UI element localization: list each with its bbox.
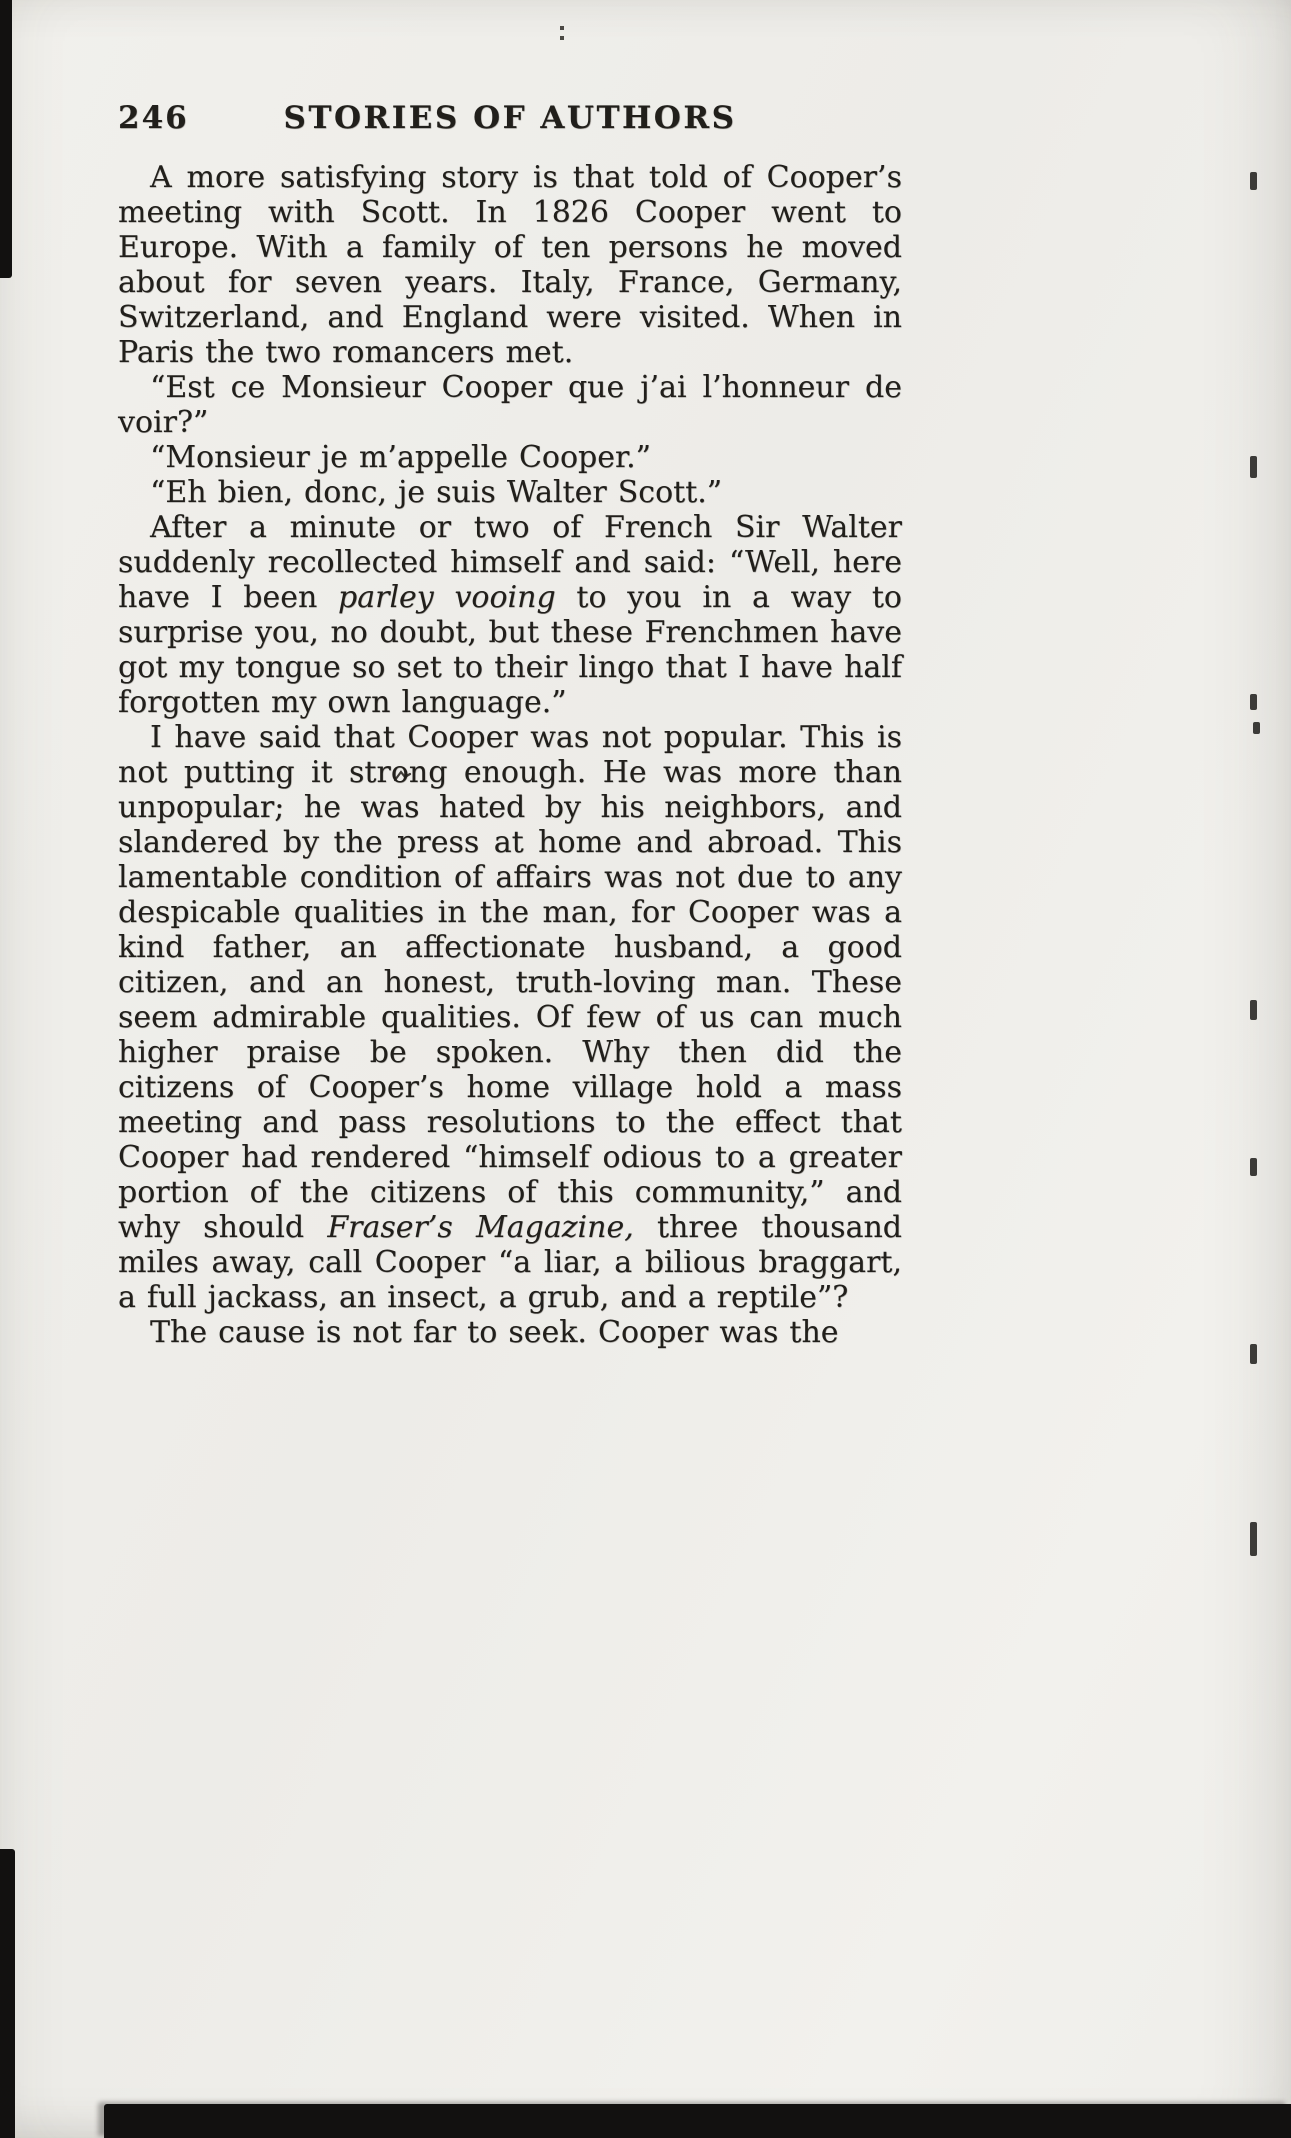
paragraph-text: three thousand miles away, call Cooper “a liar, a bilious braggart, a full jackass, an insect, a grub, and a reptile”? [118, 1210, 902, 1315]
paragraph-text: After a minute or two of French Sir Walter suddenly recollected himself and said: “Well, here have I been [118, 510, 902, 615]
paragraph-text: The cause is not far to seek. Cooper was the [150, 1315, 839, 1350]
paragraph-text: to you in a way to surprise you, no doubt, but these Frenchmen have got my tongue so set to their lingo that I have half forgotten my own language.” [118, 580, 902, 720]
scan-artifact-right-dash [1250, 1000, 1257, 1020]
text-block [118, 160, 902, 1350]
paragraph-7 [118, 1315, 902, 1350]
paragraph-text: A more satisfying story is that told of Cooper’s meeting with Scott. In 1826 Cooper went to Europe. With a family of ten persons he moved about for seven years. Italy, France, Germany, Switzerland, and England were visited. When in Paris the two romancers met. [118, 160, 902, 370]
page-number: 246 [118, 100, 189, 136]
scan-artifact-right-dash [1250, 694, 1257, 710]
italic-phrase-parley-vooing: parley vooing [338, 580, 556, 615]
paragraph-1 [118, 160, 902, 370]
paragraph-6 [118, 720, 902, 1315]
scan-artifact-right-dash [1250, 1158, 1257, 1176]
paragraph-text: “Monsieur je m’appelle Cooper.” [150, 440, 651, 475]
scan-artifact-ink-speck [560, 26, 564, 40]
scan-artifact-left-top-bar [0, 0, 12, 278]
scan-artifact-right-dash [1250, 456, 1257, 478]
scan-artifact-right-dash [1250, 1522, 1257, 1556]
scan-artifact-right-dash [1250, 1344, 1257, 1364]
scan-artifact-right-dash [1253, 722, 1260, 734]
paragraph-text: “Eh bien, donc, je suis Walter Scott.” [150, 475, 723, 510]
paragraph-5 [118, 510, 902, 720]
italic-phrase-frasers-magazine: Fraser’s Magazine, [327, 1210, 634, 1245]
scan-artifact-right-dash [1250, 172, 1257, 190]
page-header [118, 100, 902, 140]
paragraph-3-dialogue [118, 440, 902, 475]
running-title: STORIES OF AUTHORS [283, 100, 737, 136]
paragraph-text: “Est ce Monsieur Cooper que j’ai l’honneur de voir?” [118, 370, 902, 440]
paragraph-4-dialogue [118, 475, 902, 510]
scan-artifact-bottom-bar [104, 2104, 1291, 2138]
scan-artifact-left-bottom-bar [0, 1849, 15, 2138]
paragraph-text: I have said that Cooper was not popular. This is not putting it strong enough. He was more than unpopular; he was hated by his neighbors, and slandered by the press at home and abroad. This lamentable condition of affairs was not due to any despicable qualities in the man, for Cooper was a kind father, an affectionate husband, a good citizen, and an honest, truth-loving man. These seem admirable qualities. Of few of us can much higher praise be spoken. Why then did the citizens of Cooper’s home village hold a mass meeting and pass resolutions to the effect that Cooper had rendered “himself odious to a greater portion of the citizens of this community,” and why should [118, 720, 902, 1245]
paragraph-2-dialogue [118, 370, 902, 440]
